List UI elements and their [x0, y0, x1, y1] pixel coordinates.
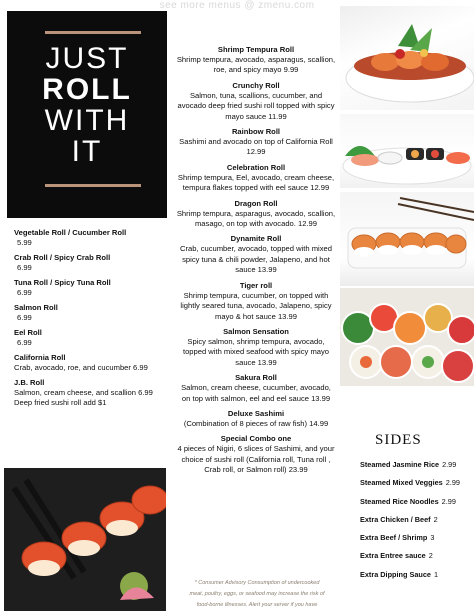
menu-item — [176, 127, 336, 158]
sides-list — [360, 460, 472, 588]
item-name: Dynamite Roll — [230, 234, 282, 244]
side-name: Steamed Rice Noodles — [360, 496, 439, 506]
menu-item — [14, 228, 164, 248]
title-accent-bar-bottom — [45, 184, 141, 187]
side-price: 2 — [428, 551, 433, 561]
item-description: Shrimp tempura, Eel, avocado, cream cheese, tempura flakes topped with eel sauce 12.99 — [177, 172, 335, 193]
item-name: Rainbow Roll — [231, 127, 281, 137]
item-name: Special Combo one — [220, 434, 292, 444]
left-menu — [14, 228, 164, 413]
item-description: Sashimi and avocado on top of California Roll 12.99 — [179, 137, 333, 157]
menu-item — [176, 199, 336, 230]
item-description: Shrimp tempura, cucumber, on topped with lightly seared tuna, avocado, Jalapeno, spicy mayo & hot sauce 13.99 — [180, 290, 332, 321]
item-description: Spicy salmon, shrimp tempura, avocado, topped with mixed seafood with spicy mayo sauce 13.99 — [182, 336, 330, 367]
side-price: 2.99 — [441, 496, 456, 506]
item-description: (Combination of 8 pieces of raw fish) 14.99 — [183, 418, 329, 428]
menu-item — [14, 378, 164, 408]
side-item — [360, 570, 472, 580]
item-price: 6.99 — [17, 288, 32, 297]
menu-item — [14, 253, 164, 273]
item-description: Salmon, cream cheese, and scallion 6.99 — [14, 388, 153, 397]
sushi-assortment-photo — [340, 114, 474, 188]
item-name: Crab Roll / Spicy Crab Roll — [14, 253, 111, 262]
advisory-line: meat, poultry, eggs, or seafood may increase the risk of — [189, 591, 325, 597]
menu-item — [176, 163, 336, 194]
item-name: Dragon Roll — [234, 198, 278, 208]
item-description: Crab, cucumber, avocado, topped with mixed spicy tuna & chili powder, Jalapeno, and hot sauce 13.99 — [180, 244, 332, 275]
side-name: Extra Dipping Sauce — [360, 569, 431, 579]
menu-item — [176, 45, 336, 76]
specialty-rolls-menu — [176, 45, 336, 481]
item-description: Salmon, cream cheese, cucumber, avocado, on top with salmon, eel and eel sauce 13.99 — [181, 383, 331, 403]
title-line-2: ROLL — [42, 73, 132, 106]
item-name: Tuna Roll / Spicy Tuna Roll — [14, 278, 111, 287]
menu-item — [14, 278, 164, 298]
item-price: 6.99 — [17, 263, 32, 272]
item-name: California Roll — [14, 353, 66, 362]
title-line-4: IT — [71, 135, 103, 168]
item-name: Sakura Roll — [235, 373, 277, 383]
sushi-platter-photo — [340, 6, 474, 110]
item-name: J.B. Roll — [14, 378, 45, 387]
side-item — [360, 551, 472, 561]
item-name: Eel Roll — [14, 328, 42, 337]
side-item — [360, 533, 472, 543]
menu-item — [176, 373, 336, 404]
menu-item — [176, 81, 336, 122]
item-name: Crunchy Roll — [232, 80, 280, 90]
item-name: Celebration Roll — [226, 162, 286, 172]
menu-item — [14, 328, 164, 348]
colorful-sushi-photo — [340, 288, 474, 386]
side-price: 1 — [433, 569, 439, 579]
roe-sushi-chopsticks-photo — [4, 468, 166, 611]
side-price: 2 — [433, 514, 438, 524]
side-item — [360, 515, 472, 525]
item-price: 6.99 — [17, 338, 32, 347]
item-note: Deep fried sushi roll add $1 — [14, 398, 107, 407]
item-price: 6.99 — [17, 313, 32, 322]
item-name: Tiger roll — [239, 280, 273, 290]
menu-item — [176, 281, 336, 322]
item-description: Salmon, tuna, scallions, cucumber, and avocado deep fried sushi roll topped with spicy mayo sauce 11.99 — [177, 90, 335, 121]
menu-item — [14, 303, 164, 323]
menu-item — [176, 234, 336, 275]
side-item — [360, 460, 472, 470]
item-name: Shrimp Tempura Roll — [217, 45, 295, 54]
side-name: Extra Chicken / Beef — [360, 514, 431, 524]
side-price: 2.99 — [445, 478, 460, 488]
menu-item — [176, 327, 336, 368]
item-description: Shrimp tempura, avocado, asparagus, scallion, roe, and spicy mayo 9.99 — [176, 55, 336, 75]
menu-item — [176, 434, 336, 475]
advisory-line: food-borne illnesses. Alert your server if you have — [196, 602, 318, 608]
sushi-rolls-photo — [340, 192, 474, 286]
side-name: Steamed Mixed Veggies — [360, 478, 443, 488]
item-name: Deluxe Sashimi — [227, 408, 285, 418]
menu-item — [14, 353, 164, 373]
item-description: Shrimp tempura, asparagus, avocado, scallion, masago, on top with avocado. 12.99 — [176, 208, 336, 229]
side-price: 2.99 — [442, 460, 457, 469]
item-name: Salmon Sensation — [223, 326, 289, 336]
title-line-3: WITH — [44, 104, 130, 137]
consumer-advisory — [182, 578, 332, 611]
item-price: 5.99 — [17, 238, 32, 247]
title-block — [7, 11, 167, 218]
side-name: Extra Beef / Shrimp — [360, 533, 428, 543]
side-name: Extra Entree sauce — [360, 551, 426, 561]
side-name: Steamed Jasmine Rice — [360, 460, 440, 469]
item-name: Vegetable Roll / Cucumber Roll — [14, 228, 127, 237]
item-name: Salmon Roll — [14, 303, 58, 312]
advisory-line: * Consumer Advisory Consumption of undercooked — [194, 580, 320, 586]
title-accent-bar-top — [45, 31, 141, 34]
side-item — [360, 478, 472, 488]
watermark: see more menus @ zmenu.com — [159, 0, 315, 11]
side-price: 3 — [430, 533, 435, 543]
item-description: 4 pieces of Nigiri, 6 slices of Sashimi, and your choice of sushi roll (California roll, Tuna roll , Crab roll, or Salmon roll) 23.99 — [177, 444, 335, 475]
side-item — [360, 497, 472, 507]
item-description: Crab, avocado, roe, and cucumber 6.99 — [14, 363, 148, 372]
title-line-1: JUST — [45, 42, 129, 75]
menu-item — [176, 409, 336, 429]
sides-heading: SIDES — [375, 432, 422, 448]
